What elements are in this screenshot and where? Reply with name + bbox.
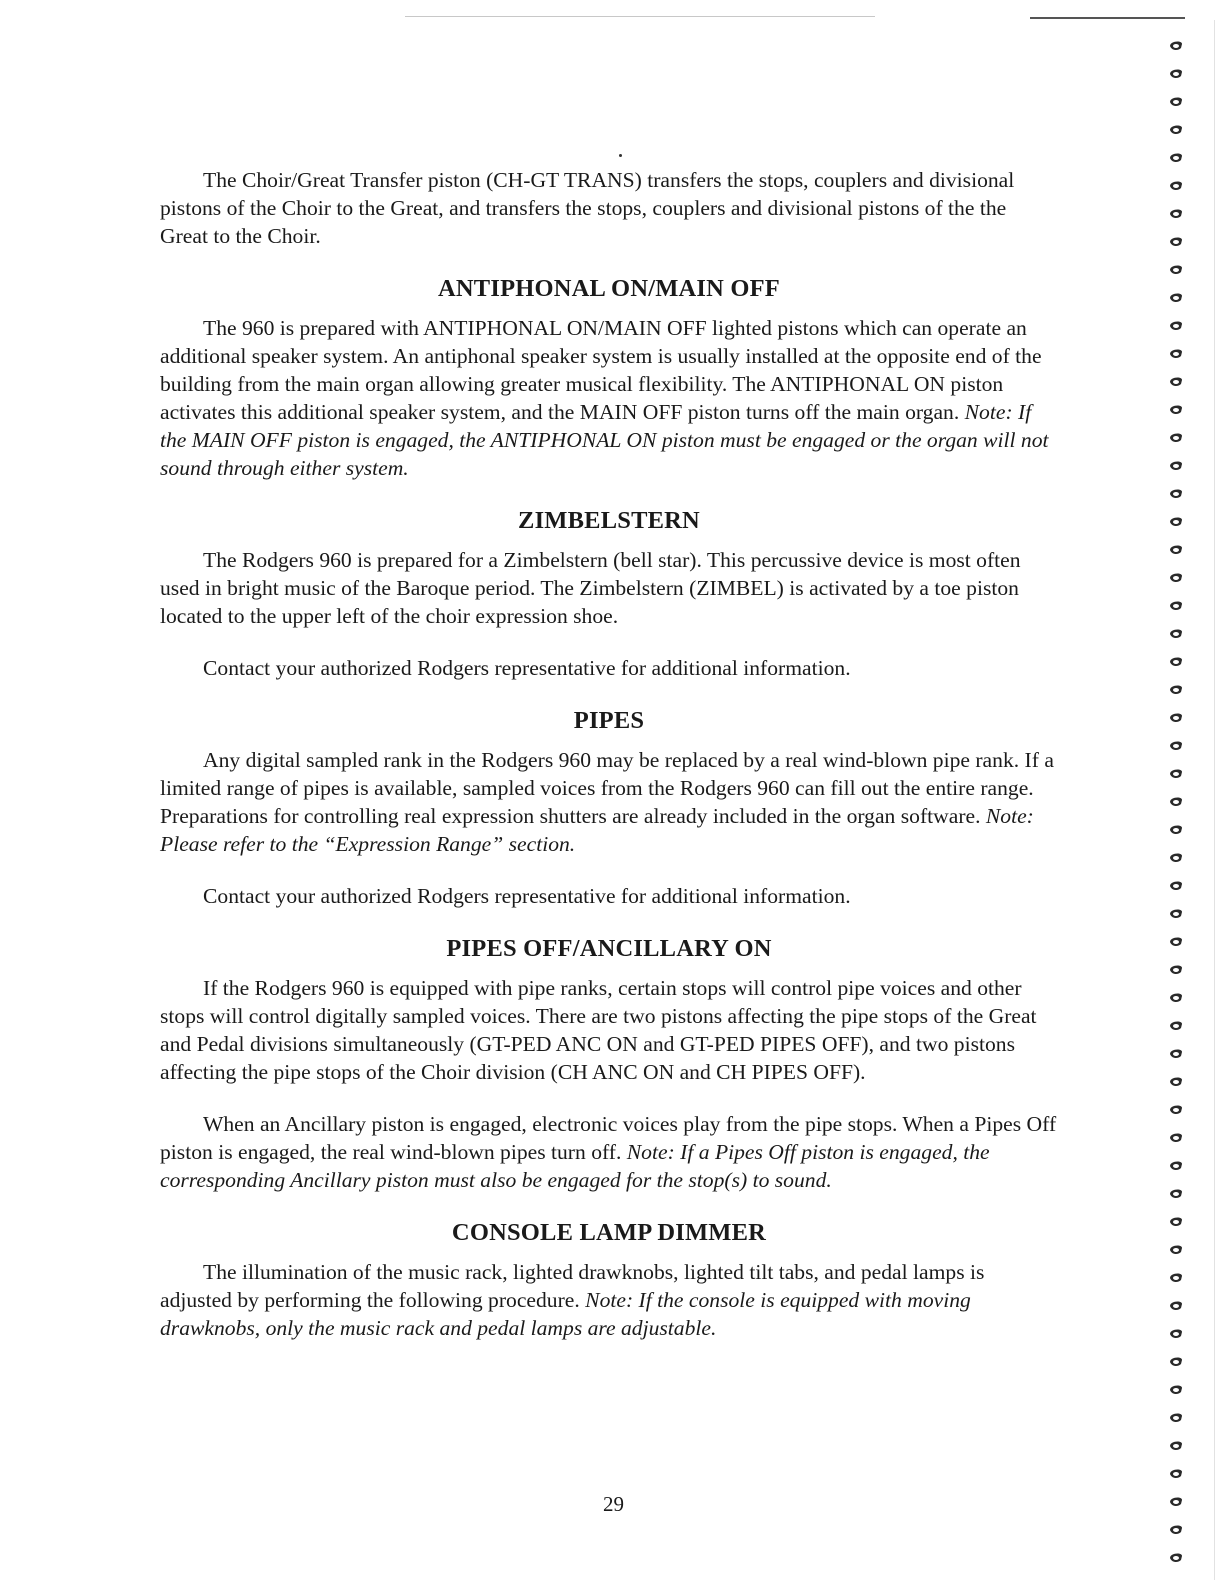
binding-ring-icon	[1168, 96, 1184, 108]
binding-ring-icon	[1168, 992, 1184, 1004]
binding-ring-icon	[1168, 1076, 1184, 1088]
binding-ring-icon	[1168, 124, 1184, 136]
binding-ring-icon	[1168, 880, 1184, 892]
page-right-edge	[1214, 20, 1215, 1580]
binding-ring-icon	[1168, 376, 1184, 388]
binding-ring-icon	[1168, 1440, 1184, 1452]
binding-ring-icon	[1168, 1216, 1184, 1228]
binding-ring-icon	[1168, 684, 1184, 696]
paragraph	[160, 882, 1058, 910]
note-text: Note: If the console is equipped with moving drawknobs, only the music rack and pedal lamps are adjustable.	[160, 1288, 971, 1340]
paragraph	[160, 654, 1058, 682]
binding-ring-icon	[1168, 460, 1184, 472]
note-text: Note: Please refer to the “Expression Range” section.	[160, 804, 1034, 856]
section	[160, 274, 1058, 482]
binding-ring-icon	[1168, 1020, 1184, 1032]
body-text: Contact your authorized Rodgers representative for additional information.	[203, 884, 851, 908]
paragraph	[160, 166, 1058, 250]
binding-ring-icon	[1168, 740, 1184, 752]
binding-ring-icon	[1168, 432, 1184, 444]
binding-ring-icon	[1168, 488, 1184, 500]
body-text: Contact your authorized Rodgers representative for additional information.	[203, 656, 851, 680]
binding-ring-icon	[1168, 908, 1184, 920]
binding-ring-icon	[1168, 1384, 1184, 1396]
binding-ring-icon	[1168, 544, 1184, 556]
binding-ring-icon	[1168, 208, 1184, 220]
binding-ring-icon	[1168, 628, 1184, 640]
paragraph	[160, 1258, 1058, 1342]
binding-ring-icon	[1168, 1552, 1184, 1564]
binding-ring-icon	[1168, 404, 1184, 416]
binding-ring-icon	[1168, 152, 1184, 164]
scan-top-edge	[405, 16, 875, 17]
binding-ring-icon	[1168, 1300, 1184, 1312]
scan-speck	[619, 154, 622, 157]
binding-ring-icon	[1168, 824, 1184, 836]
binding-ring-icon	[1168, 600, 1184, 612]
section	[160, 506, 1058, 682]
section	[160, 1218, 1058, 1342]
body-text: The Choir/Great Transfer piston (CH-GT TRANS) transfers the stops, couplers and divisional pistons of the Choir to the Great, and transfers the stops, couplers and divisional pistons of the the Great to the Choir.	[160, 168, 1015, 248]
binding-ring-icon	[1168, 264, 1184, 276]
binding-ring-icon	[1168, 964, 1184, 976]
binding-ring-icon	[1168, 1132, 1184, 1144]
paragraph	[160, 974, 1058, 1086]
binding-ring-icon	[1168, 236, 1184, 248]
binding-ring-icon	[1168, 572, 1184, 584]
section-heading: PIPES OFF/ANCILLARY ON	[446, 935, 772, 962]
body-text: Any digital sampled rank in the Rodgers 960 may be replaced by a real wind-blown pipe rank. If a limited range of pipes is available, sampled voices from the Rodgers 960 can fill out the entire range. Preparations for controlling real expression shutters are already included in the organ software.	[160, 748, 1054, 828]
binding-ring-icon	[1168, 40, 1184, 52]
paragraph	[160, 1110, 1058, 1194]
binding-ring-icon	[1168, 1188, 1184, 1200]
section	[160, 706, 1058, 910]
binding-ring-icon	[1168, 1524, 1184, 1536]
binding-ring-icon	[1168, 936, 1184, 948]
paragraph	[160, 546, 1058, 630]
binding-ring-icon	[1168, 1048, 1184, 1060]
binding-ring-icon	[1168, 348, 1184, 360]
page-number: 29	[603, 1492, 624, 1516]
body-text: When an Ancillary piston is engaged, electronic voices play from the pipe stops. When a Pipes Off piston is engaged, the real wind-blown pipes turn off.	[160, 1112, 1057, 1164]
body-text: If the Rodgers 960 is equipped with pipe ranks, certain stops will control pipe voices and other stops will control digitally sampled voices. There are two pistons affecting the pipe stops of the Great and Pedal divisions simultaneously (GT-PED ANC ON and GT-PED PIPES OFF), and two pistons affecting the pipe stops of the Choir division (CH ANC ON and CH PIPES OFF).	[160, 976, 1037, 1084]
binding-ring-icon	[1168, 1468, 1184, 1480]
section-heading: ANTIPHONAL ON/MAIN OFF	[438, 275, 780, 302]
section	[160, 934, 1058, 1194]
binding-ring-icon	[1168, 1328, 1184, 1340]
body-text: The Rodgers 960 is prepared for a Zimbelstern (bell star). This percussive device is most often used in bright music of the Baroque period. The Zimbelstern (ZIMBEL) is activated by a toe piston located to the upper left of the choir expression shoe.	[160, 548, 1021, 628]
binding-ring-icon	[1168, 712, 1184, 724]
binding-ring-icon	[1168, 1496, 1184, 1508]
body-text: The 960 is prepared with ANTIPHONAL ON/MAIN OFF lighted pistons which can operate an additional speaker system. An antiphonal speaker system is usually installed at the opposite end of the building from the main organ allowing greater musical flexibility. The ANTIPHONAL ON piston activates this additional speaker system, and the MAIN OFF piston turns off the main organ.	[160, 316, 1042, 424]
binding-ring-icon	[1168, 320, 1184, 332]
binding-ring-icon	[1168, 1272, 1184, 1284]
spiral-binding	[1168, 30, 1198, 1582]
binding-ring-icon	[1168, 68, 1184, 80]
binding-ring-icon	[1168, 1356, 1184, 1368]
binding-ring-icon	[1168, 180, 1184, 192]
binding-ring-icon	[1168, 852, 1184, 864]
binding-ring-icon	[1168, 1104, 1184, 1116]
paragraph	[160, 314, 1058, 482]
section-heading: CONSOLE LAMP DIMMER	[451, 1219, 767, 1246]
binding-ring-icon	[1168, 1412, 1184, 1424]
page-body	[160, 166, 1058, 1342]
section	[160, 166, 1058, 250]
binding-ring-icon	[1168, 1160, 1184, 1172]
note-text: Note: If the MAIN OFF piston is engaged, the ANTIPHONAL ON piston must be engaged or the organ will not sound through either system.	[160, 400, 1049, 480]
binding-ring-icon	[1168, 1244, 1184, 1256]
paragraph	[160, 746, 1058, 858]
binding-ring-icon	[1168, 516, 1184, 528]
binding-ring-icon	[1168, 796, 1184, 808]
section-heading: PIPES	[573, 707, 645, 734]
body-text: The illumination of the music rack, lighted drawknobs, lighted tilt tabs, and pedal lamps is adjusted by performing the following procedure.	[160, 1260, 985, 1312]
section-heading: ZIMBELSTERN	[518, 507, 700, 534]
note-text: Note: If a Pipes Off piston is engaged, the corresponding Ancillary piston must also be engaged for the stop(s) to sound.	[160, 1140, 990, 1192]
binding-ring-icon	[1168, 768, 1184, 780]
binding-ring-icon	[1168, 292, 1184, 304]
scan-top-right-edge	[1030, 17, 1185, 19]
binding-ring-icon	[1168, 656, 1184, 668]
